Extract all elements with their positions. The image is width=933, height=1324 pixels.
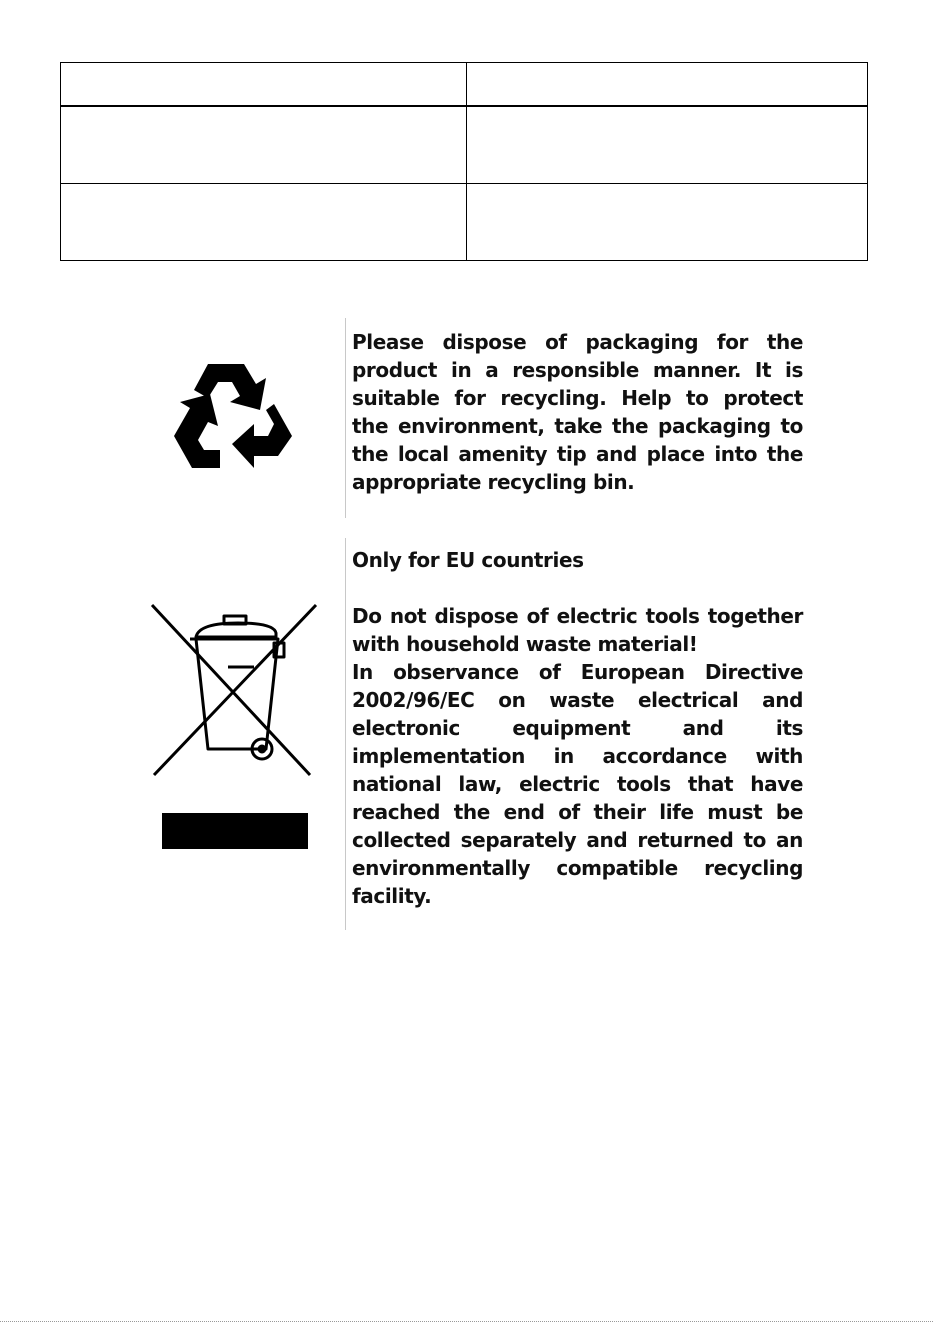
- spec-table: [60, 62, 868, 261]
- table-cell: [467, 106, 868, 184]
- table-row: [61, 63, 868, 107]
- weee-heading: Only for EU countries: [352, 548, 584, 572]
- weee-body: In observance of European Directive 2002/96/EC on waste electrical and electronic equipment and its implementation in accordance with national law, electric tools that have reached the end of their life must be collected separately and returned to an environmentally compatible recycling facility.: [352, 660, 803, 908]
- weee-warning: Do not dispose of electric tools together with household waste material!: [352, 604, 803, 656]
- recycling-notice: [345, 318, 803, 518]
- recycle-icon: [170, 352, 294, 474]
- table-row: [61, 106, 868, 184]
- weee-notice: [345, 538, 803, 930]
- page-bottom-divider: [0, 1321, 933, 1322]
- table-row: [61, 184, 868, 261]
- table-cell: [467, 63, 868, 107]
- crossed-out-wheelie-bin-icon: [150, 603, 320, 851]
- table-cell: [61, 184, 467, 261]
- table-cell: [61, 63, 467, 107]
- table-cell: [61, 106, 467, 184]
- recycling-notice-text: Please dispose of packaging for the product in a responsible manner. It is suitable for recycling. Help to protect the environment, take the packaging to the local amenity tip and place into the appropriate recycling bin.: [352, 330, 803, 494]
- spacer: [352, 574, 803, 602]
- table-cell: [467, 184, 868, 261]
